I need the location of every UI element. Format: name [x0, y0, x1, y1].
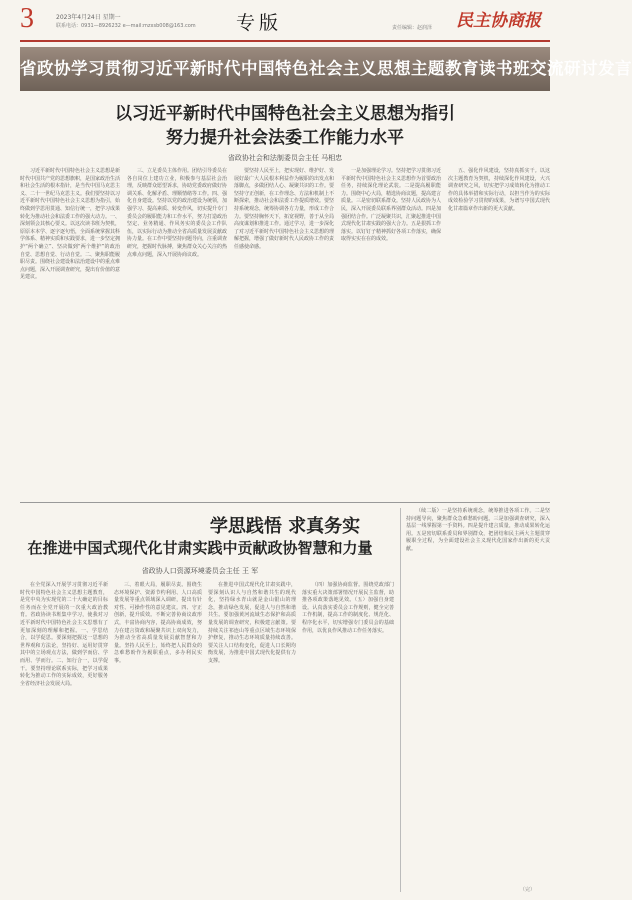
article2-column-1: 在全党深入开展学习贯彻习近平新时代中国特色社会主义思想主题教育，是党中央为实现党的二十大确定的目标任务而在全党开展的一次重大政治教育。省政协读书班集中学习，使我对习近平新时代中国特色社会主义思想有了更加深刻的理解和把握。一、学思结合，以学促思。要深刻把握这一思想的世界观和方法论，坚持好、运用好贯穿其中的立场观点方法，做到学而信、学而用、学而行。二、知行合一，以学促干。要坚持理论联系实际，把学习成果转化为推动工作的实际成效，更好服务全省经济社会发展大局。 [20, 582, 108, 687]
article1-byline: 省政协社会和法制委员会主任 马相忠 [227, 154, 343, 162]
issue-date: 2023年4月24日 星期一 [56, 14, 121, 21]
banner-title: 省政协学习贯彻习近平新时代中国特色社会主义思想主题教育读书班交流研讨发言 [20, 59, 632, 78]
article1-title-line2: 努力提升社会法委工作能力水平 [166, 128, 404, 148]
topic-banner [20, 47, 632, 91]
article1-title-line1: 以习近平新时代中国特色社会主义思想为指引 [115, 104, 455, 124]
header-rule [20, 40, 550, 42]
page-number: 3 [20, 3, 34, 34]
article2-column-3: 在推进中国式现代化甘肃实践中，要深刻认识人与自然和谐共生的现代化，坚持绿水青山就是金山银山的理念，推动绿色发展，促进人与自然和谐共生。要加强黄河流域生态保护和高质量发展的调查研究，积极建言献策。要持续关注祁连山等重点区域生态环境保护修复，推动生态环境质量持续改善。要关注人口结构变化，促进人口长期均衡发展，为推进中国式现代化提供有力支撑。 [208, 582, 296, 664]
column-divider [400, 508, 401, 892]
contact-info: 联系电话：0931—8926232 e—mail:mzxsb008@163.com [56, 23, 196, 29]
article1-column-3: 要坚持人民至上，把实现好、维护好、发展好最广大人民根本利益作为履职的出发点和落脚点，多做团结人心、凝聚共识的工作。要坚持守正创新，在工作理念、方法和机制上不断探索，推动社会和法委工作提质增效。要坚持系统观念，统筹协调各方力量，形成工作合力。要坚持胸怀天下，拓宽视野，善于从全局高度谋划和推进工作。通过学习，进一步深化了对习近平新时代中国特色社会主义思想的理解把握，增强了做好新时代人民政协工作的责任感使命感。 [234, 168, 335, 250]
article1-column-2: 三、立足委员主体作用。团结引导委员在各自岗位上建功立业，积极参与基层社会治理，反映群众愿望诉求，协助党委政府做好协调关系、化解矛盾、理顺情绪等工作。四、强化自身建设。坚持以党的政治建设为统领，加强学习、提高素质、转变作风，切实提升专门委员会的履职能力和工作水平，努力打造政治坚定、业务精通、作风务实的委员会工作队伍，以实际行动为推动全省高质量发展贡献政协力量。在工作中要坚持问题导向，注重调查研究，把握时代脉搏，聚焦群众关心关注的热点难点问题，深入开展协商议政。 [127, 168, 228, 258]
masthead [0, 0, 570, 40]
article1-column-4: 一是加强理论学习。坚持把学习贯彻习近平新时代中国特色社会主义思想作为首要政治任务，持续深化理论武装。二是提高履职能力。围绕中心大局，精选协商议题，提高建言质量。三是密切联系群众。坚持人民政协为人民，深入开展委员联系界别群众活动。四是加强团结合作。广泛凝聚共识，汇聚起推进中国式现代化甘肃实践的强大合力。五是狠抓工作落实。以钉钉子精神抓好各项工作落实，确保取得实实在在的成效。 [341, 168, 442, 243]
article2-title-line2: 在推进中国式现代化甘肃实践中贡献政协智慧和力量 [27, 539, 373, 557]
article2-title-line1: 学思践悟 求真务实 [209, 516, 361, 537]
article2-column-2: 三、着眼大局，履职尽责。围绕生态环境保护、资源节约利用、人口高质量发展等重点领域深入调研，提出有针对性、可操作性的意见建议。四、守正创新，提升质效。不断完善协商议政形式，丰富协商内容，提高协商成效，努力在建言资政和凝聚共识上双向发力，为推动全省高质量发展贡献智慧和力量。坚持人民至上，始终把人民群众的急难愁盼作为履职重点，多办利民实事。 [114, 582, 202, 664]
section-title: 专版 [236, 12, 283, 34]
article2-column-4: （四）加强协商监督。围绕党政部门落实重大决策部署情况开展民主监督，助推各项政策落地见效。（五）加强自身建设。认真落实委员会工作规则，健全完善工作机制，提高工作的制度化、规范化、程序化水平，切实增强专门委员会的基础作用，以优良作风推动工作任务落实。 [302, 582, 394, 634]
article2-byline: 省政协人口资源环境委员会主任 王 军 [141, 567, 259, 575]
newspaper-logo: 民主协商报 [456, 11, 541, 31]
editor-credit: 责任编辑：赵润泽 [392, 25, 433, 31]
article-divider [20, 502, 550, 503]
article1-column-5: 五、强化作风建设，坚持真抓实干。以这次主题教育为契机，持续深化作风建设，大兴调查研究之风，切实把学习成效转化为推动工作的具体举措和实际行动，以担当作为的实际成效检验学习贯彻的成果，为谱写中国式现代化甘肃篇章作出新的更大贡献。 [448, 168, 550, 212]
article1-column-1: 习近平新时代中国特色社会主义思想是新时代中国共产党的思想旗帜，是国家政治生活和社会生活的根本指针，是当代中国马克思主义、二十一世纪马克思主义。我们要坚持以习近平新时代中国特色社会主义思想为指引，始终做到学思用贯通、知信行统一，把学习成果转化为推动社会和法委工作的强大动力。一、深刻领会其核心要义。以这次读书班为契机，原原本本学、逐字逐句悟，全面系统掌握其科学体系、精神实质和实践要求，进一步坚定拥护“两个确立”、坚决做到“两个维护”的政治自觉、思想自觉、行动自觉。二、聚焦职能履职尽责。围绕社会建设和法治建设中的重点难点问题，深入开展调查研究，提出有价值的意见建议。 [20, 168, 121, 281]
continued-column: （续二版）一是坚持系统观念，统筹推进各项工作。二是坚持问题导向，聚焦群众急难愁盼问题。三是加强调查研究，深入基层一线掌握第一手资料。四是提升建言质量，推动成果转化运用。五是密切联系委员和界别群众，把团结和民主两大主题贯穿履职全过程，为全面建设社会主义现代化国家作出新的更大贡献。 [406, 508, 550, 552]
end-mark: （完） [520, 887, 536, 893]
